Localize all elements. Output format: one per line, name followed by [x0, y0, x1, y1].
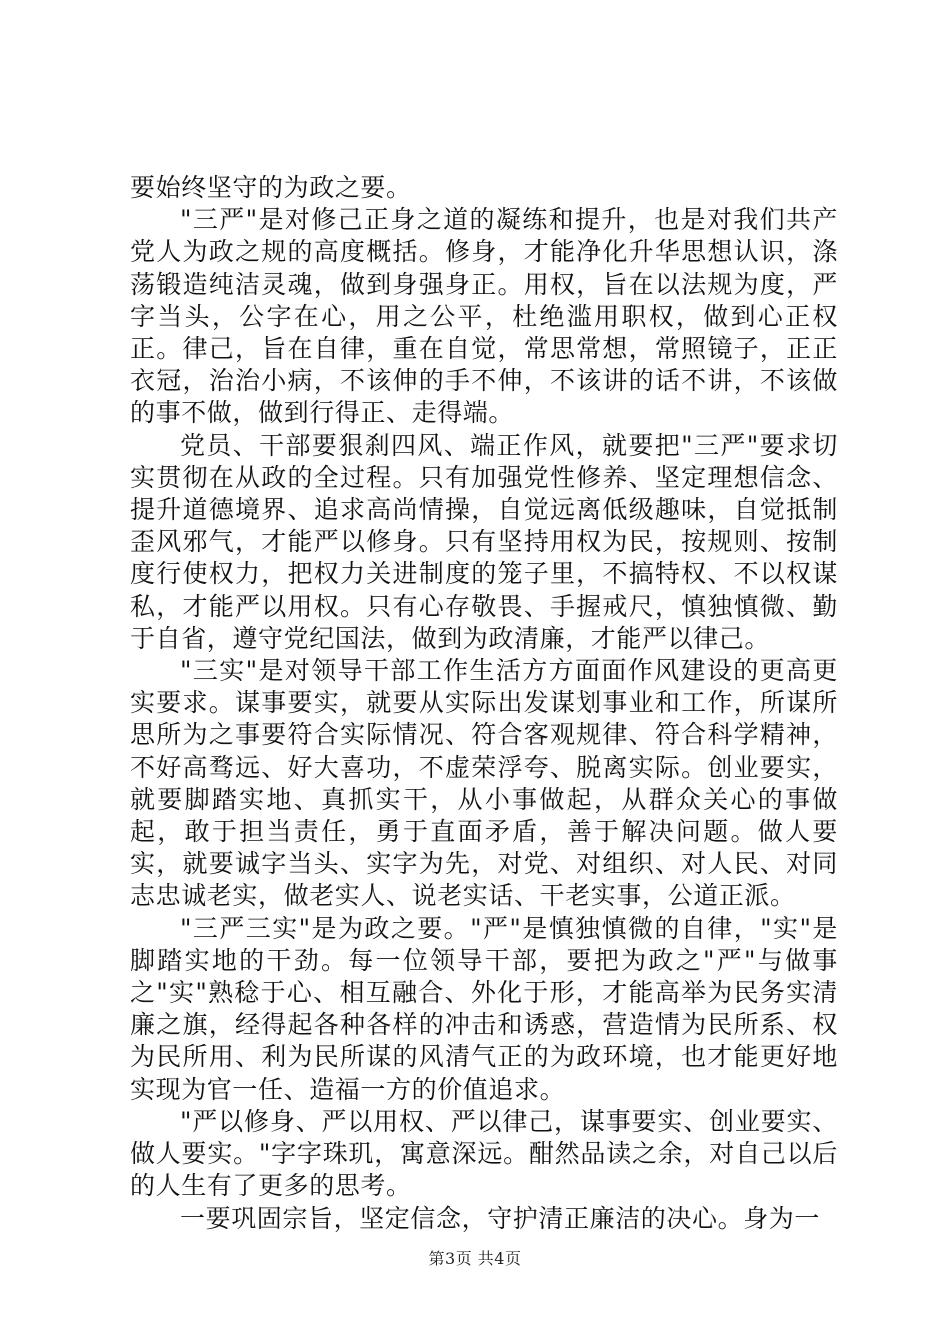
- paragraph-san-yan-san-shi: "三严三实"是为政之要。"严"是慎独慎微的自律，"实"是脚踏实地的干劲。每一位领导干部，要把为政之"严"与做事之"实"熟稔于心、相互融合、外化于形，才能高举为民务实清廉之旗，经得起各种各样的冲击和诱惑，营造情为民所系、权为民所用、利为民所谋的风清气正的为政环境，也才能更好地实现为官一任、造福一方的价值追求。: [130, 913, 838, 1104]
- paragraph-quote-reflection: "严以修身、严以用权、严以律己，谋事要实、创业要实、做人要实。"字字珠玑，寓意深远。酣然品读之余，对自己以后的人生有了更多的思考。: [130, 1106, 838, 1201]
- paragraph-san-shi: "三实"是对领导干部工作生活方方面面作风建设的更高更实要求。谋事要实，就要从实际出发谋划事业和工作，所谋所思所为之事要符合实际情况、符合客观规律、符合科学精神，不好高骛远、好大喜功，不虚荣浮夸、脱离实际。创业要实，就要脚踏实地、真抓实干，从小事做起，从群众关心的事做起，敢于担当责任，勇于直面矛盾，善于解决问题。做人要实，就要诚字当头、实字为先，对党、对组织、对人民、对同志忠诚老实，做老实人、说老实话、干老实事，公道正派。: [130, 656, 838, 911]
- paragraph-san-yan: "三严"是对修己正身之道的凝练和提升，也是对我们共产党人为政之规的高度概括。修身，才能净化升华思想认识，涤荡锻造纯洁灵魂，做到身强身正。用权，旨在以法规为度，严字当头，公字在心，用之公平，杜绝滥用职权，做到心正权正。律己，旨在自律，重在自觉，常思常想，常照镜子，正正衣冠，治治小病，不该伸的手不伸，不该讲的话不讲，不该做的事不做，做到行得正、走得端。: [130, 205, 838, 428]
- paragraph-continuation: 要始终坚守的为政之要。: [130, 173, 412, 202]
- document-body: [130, 172, 838, 1235]
- paragraph-first-point: 一要巩固宗旨，坚定信念，守护清正廉洁的决心。身为一: [180, 1203, 821, 1233]
- page-number-footer: 第3页 共4页: [428, 1249, 522, 1268]
- paragraph-party-cadres: 党员、干部要狠刹四风、端正作风，就要把"三严"要求切实贯彻在从政的全过程。只有加强党性修养、坚定理想信念、提升道德境界、追求高尚情操，自觉远离低级趣味，自觉抵制歪风邪气，才能严以修身。只有坚持用权为民，按规则、按制度行使权力，把权力关进制度的笼子里，不搞特权、不以权谋私，才能严以用权。只有心存敬畏、手握戒尺，慎独慎微、勤于自省，遵守党纪国法，做到为政清廉，才能严以律己。: [130, 430, 838, 653]
